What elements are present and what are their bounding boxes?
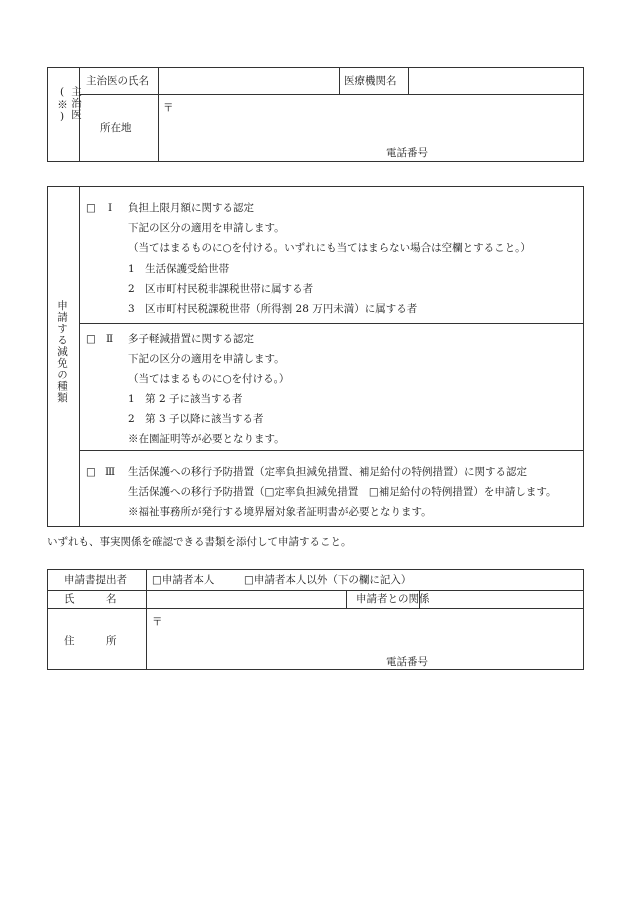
section-2-option-1[interactable]: 1 第 2 子に該当する者 xyxy=(128,393,243,405)
section-1-title: 負担上限月額に関する認定 xyxy=(128,202,254,214)
doctor-postal-mark: 〒 xyxy=(163,102,174,114)
section-2-title: 多子軽減措置に関する認定 xyxy=(128,333,254,345)
section-2-line-2: （当てはまるものに○を付ける。） xyxy=(128,373,290,385)
section-3-roman: Ⅲ xyxy=(105,466,116,478)
section-1-line-1: 下記の区分の適用を申請します。 xyxy=(128,222,285,234)
submitter-phone-label: 電話番号 xyxy=(386,656,428,668)
doctor-label-divider xyxy=(158,67,159,162)
section-1-option-3[interactable]: 3 区市町村民税課税世帯（所得割 28 万円未満）に属する者 xyxy=(128,303,418,315)
section-2-roman: Ⅱ xyxy=(106,333,114,345)
section-1-roman: Ⅰ xyxy=(108,202,113,214)
section-3-line-1[interactable]: 生活保護への移行予防措置（□定率負担減免措置 □補足給付の特例措置）を申請します。 xyxy=(128,486,557,498)
section-1-option-1[interactable]: 1 生活保護受給世帯 xyxy=(128,263,230,275)
section-1-line-2: （当てはまるものに○を付ける。いずれにも当てはまらない場合は空欄とすること。） xyxy=(128,242,531,254)
submitter-option-other[interactable]: □申請者本人以外（下の欄に記入） xyxy=(244,574,412,586)
submitter-name-label: 氏 名 xyxy=(64,593,117,605)
section-3-note: ※福祉事務所が発行する境界層対象者証明書が必要となります。 xyxy=(128,506,432,518)
relation-label: 申請者との関係 xyxy=(356,593,430,605)
section-2-line-1: 下記の区分の適用を申請します。 xyxy=(128,353,285,365)
reduction-side-divider xyxy=(79,186,80,527)
submitter-postal-mark: 〒 xyxy=(152,616,163,628)
doctor-inst-label-right xyxy=(408,67,409,94)
submitter-row-divider-1 xyxy=(47,590,584,591)
doctor-address-label: 所在地 xyxy=(100,122,132,134)
doctor-phone-label: 電話番号 xyxy=(386,147,428,159)
submitter-option-self[interactable]: □申請者本人 xyxy=(152,574,215,586)
section-2-note: ※在園証明等が必要となります。 xyxy=(128,433,285,445)
section-3-title: 生活保護への移行予防措置（定率負担減免措置、補足給付の特例措置）に関する認定 xyxy=(128,466,527,478)
doctor-row-divider xyxy=(79,94,584,95)
reduction-side-label: 申請する減免の種類 xyxy=(56,300,68,404)
reduction-section-divider-2 xyxy=(79,450,584,451)
doctor-side-label: 主治医(※) xyxy=(56,86,82,124)
doctor-inst-label-left xyxy=(339,67,340,94)
section-1-option-2[interactable]: 2 区市町村民税非課税世帯に属する者 xyxy=(128,283,314,295)
institution-field[interactable] xyxy=(412,74,580,90)
submitter-address-label: 住 所 xyxy=(64,635,117,647)
reduction-section-divider-1 xyxy=(79,323,584,324)
institution-label: 医療機関名 xyxy=(344,75,397,87)
submitter-label-divider xyxy=(146,569,147,670)
doctor-name-label: 主治医の氏名 xyxy=(86,75,149,87)
submitter-header-label: 申請書提出者 xyxy=(64,574,127,586)
section-2-checkbox[interactable]: □ xyxy=(86,333,96,345)
submitter-row-divider-2 xyxy=(47,608,584,609)
relation-field[interactable] xyxy=(423,592,580,606)
section-2-option-2[interactable]: 2 第 3 子以降に該当する者 xyxy=(128,413,264,425)
section-3-checkbox[interactable]: □ xyxy=(86,466,96,478)
section-1-checkbox[interactable]: □ xyxy=(86,202,96,214)
doctor-name-field[interactable] xyxy=(162,74,334,90)
relation-label-left xyxy=(346,590,347,608)
submitter-name-field[interactable] xyxy=(150,592,342,606)
attachment-note: いずれも、事実関係を確認できる書類を添付して申請すること。 xyxy=(47,536,352,548)
